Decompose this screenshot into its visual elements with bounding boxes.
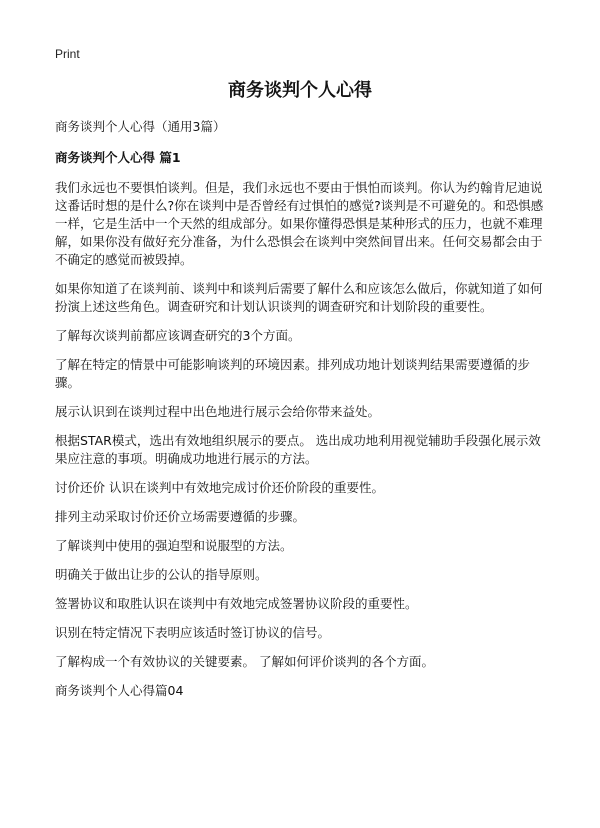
page-title: 商务谈判个人心得 (228, 80, 372, 101)
paragraph: 明确关于做出让步的公认的指导原则。 (55, 567, 268, 582)
document-subtitle: 商务谈判个人心得（通用3篇） (55, 119, 226, 134)
paragraph: 商务谈判个人心得篇04 (55, 683, 184, 698)
paragraph: 我们永远也不要惧怕谈判。但是，我们永远也不要由于惧怕而谈判。你认为约翰肯尼迪说这番话时想的是什么?你在谈判中是否曾经有过惧怕的感觉?谈判是不可避免的。和恐惧感一样，它是生活中一个天然的组成部分。如果你懂得恐惧是某种形式的压力，也就不难理解，如果你没有做好充分准备，为什么恐惧会在谈判中突然间冒出来。任何交易都会由于不确定的感觉而被毁掉。 (55, 180, 544, 267)
paragraph: 了解每次谈判前都应该调查研究的3个方面。 (55, 328, 301, 343)
print-link[interactable]: Print (55, 47, 80, 61)
paragraph: 展示认识到在谈判过程中出色地进行展示会给你带来益处。 (55, 404, 381, 419)
paragraph: 了解谈判中使用的强迫型和说服型的方法。 (55, 538, 293, 553)
section-heading: 商务谈判个人心得 篇1 (55, 150, 181, 165)
paragraph: 识别在特定情况下表明应该适时签订协议的信号。 (55, 625, 331, 640)
body-text (55, 179, 550, 711)
paragraph: 了解构成一个有效协议的关键要素。 了解如何评价谈判的各个方面。 (55, 654, 434, 669)
paragraph: 了解在特定的情景中可能影响谈判的环境因素。排列成功地计划谈判结果需要遵循的步骤。 (55, 357, 531, 390)
paragraph: 如果你知道了在谈判前、谈判中和谈判后需要了解什么和应该怎么做后，你就知道了如何扮演上述这些角色。调查研究和计划认识谈判的调查研究和计划阶段的重要性。 (55, 281, 543, 314)
paragraph: 讨价还价 认识在谈判中有效地完成讨价还价阶段的重要性。 (55, 480, 384, 495)
paragraph: 签署协议和取胜认识在谈判中有效地完成签署协议阶段的重要性。 (55, 596, 418, 611)
paragraph: 排列主动采取讨价还价立场需要遵循的步骤。 (55, 509, 306, 524)
paragraph: 根据STAR模式，选出有效地组织展示的要点。 选出成功地利用视觉辅助手段强化展示效果应注意的事项。明确成功地进行展示的方法。 (55, 433, 541, 466)
